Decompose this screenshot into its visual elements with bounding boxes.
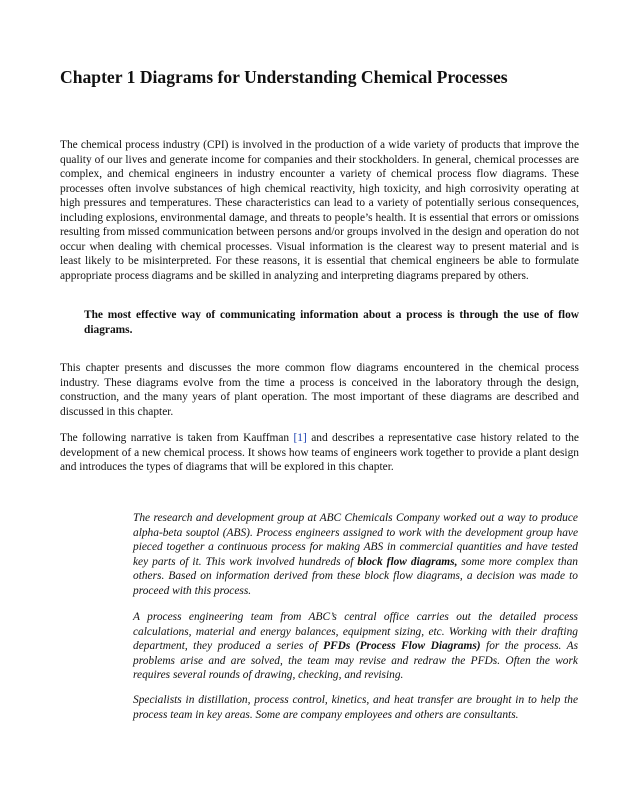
key-point-paragraph: The most effective way of communicating information about a process is through the use of flow diagrams. (84, 309, 579, 336)
narrative-quote-2 (133, 610, 578, 683)
quote-1-text-end: some more complex than others. Based on information derived from these block flow diagrams, a decision was made to proceed with this process. (133, 555, 578, 597)
narrative-quote-3: Specialists in distillation, process control, kinetics, and heat transfer are brought in to help the process team in key areas. Some are company employees and others are consultants. (133, 694, 578, 721)
quote-1-text-start: The research and development group at ABC Chemicals Company worked out a way to produce alpha-beta souptol (ABS). Process engineers assigned to work with the development group have pieced together a continuous process for making ABS in commercial quantities and have tested key parts of it. This work involved hundreds of (133, 512, 578, 568)
narrative-quote-1 (133, 511, 578, 598)
chapter-overview-paragraph: This chapter presents and discusses the more common flow diagrams encountered in the chemical process industry. These diagrams evolve from the time a process is conceived in the laboratory through the design, construction, and the many years of plant operation. The most important of these diagrams are described and discussed in this chapter. (60, 362, 579, 418)
intro-paragraph: The chemical process industry (CPI) is involved in the production of a wide variety of products that improve the quality of our lives and generate income for companies and their stockholders. In general, chemical processes are complex, and chemical engineers in industry encounter a variety of chemical process flow diagrams. These processes often involve substances of high chemical reactivity, high toxicity, and high corrosivity operating at high pressures and temperatures. These characteristics can lead to a variety of potentially serious consequences, including explosions, environmental damage, and threats to people’s health. It is essential that errors or omissions resulting from missed communication between persons and/or groups involved in the design and operation do not occur when dealing with chemical processes. Visual information is the clearest way to present material and is least likely to be misinterpreted. For these reasons, it is essential that chemical engineers be able to formulate appropriate process diagrams and be skilled in analyzing and interpreting diagrams prepared by others. (60, 139, 579, 282)
narrative-intro-text-end: and describes a representative case history related to the development of a new chemical process. It shows how teams of engineers work together to provide a plant design and introduces the types of diagrams that will be explored in this chapter. (60, 432, 579, 473)
citation-link[interactable]: [1] (293, 432, 307, 444)
quote-2-text-end: for the process. As problems arise and are solved, the team may revise and redraw the PFDs. Often the work requires several rounds of drawing, checking, and revising. (133, 640, 579, 681)
chapter-title: Chapter 1 Diagrams for Understanding Chemical Processes (60, 67, 508, 87)
quote-2-text-start: A process engineering team from ABC’s central office carries out the detailed process calculations, material and energy balances, equipment sizing, etc. Working with their drafting department, they produced a series of (133, 611, 578, 652)
quote-1-emphasis: block flow diagrams, (357, 555, 458, 568)
narrative-intro-text-start: The following narrative is taken from Kauffman (60, 432, 294, 444)
quote-2-emphasis: PFDs (Process Flow Diagrams) (323, 640, 481, 652)
narrative-intro-paragraph (60, 431, 579, 475)
